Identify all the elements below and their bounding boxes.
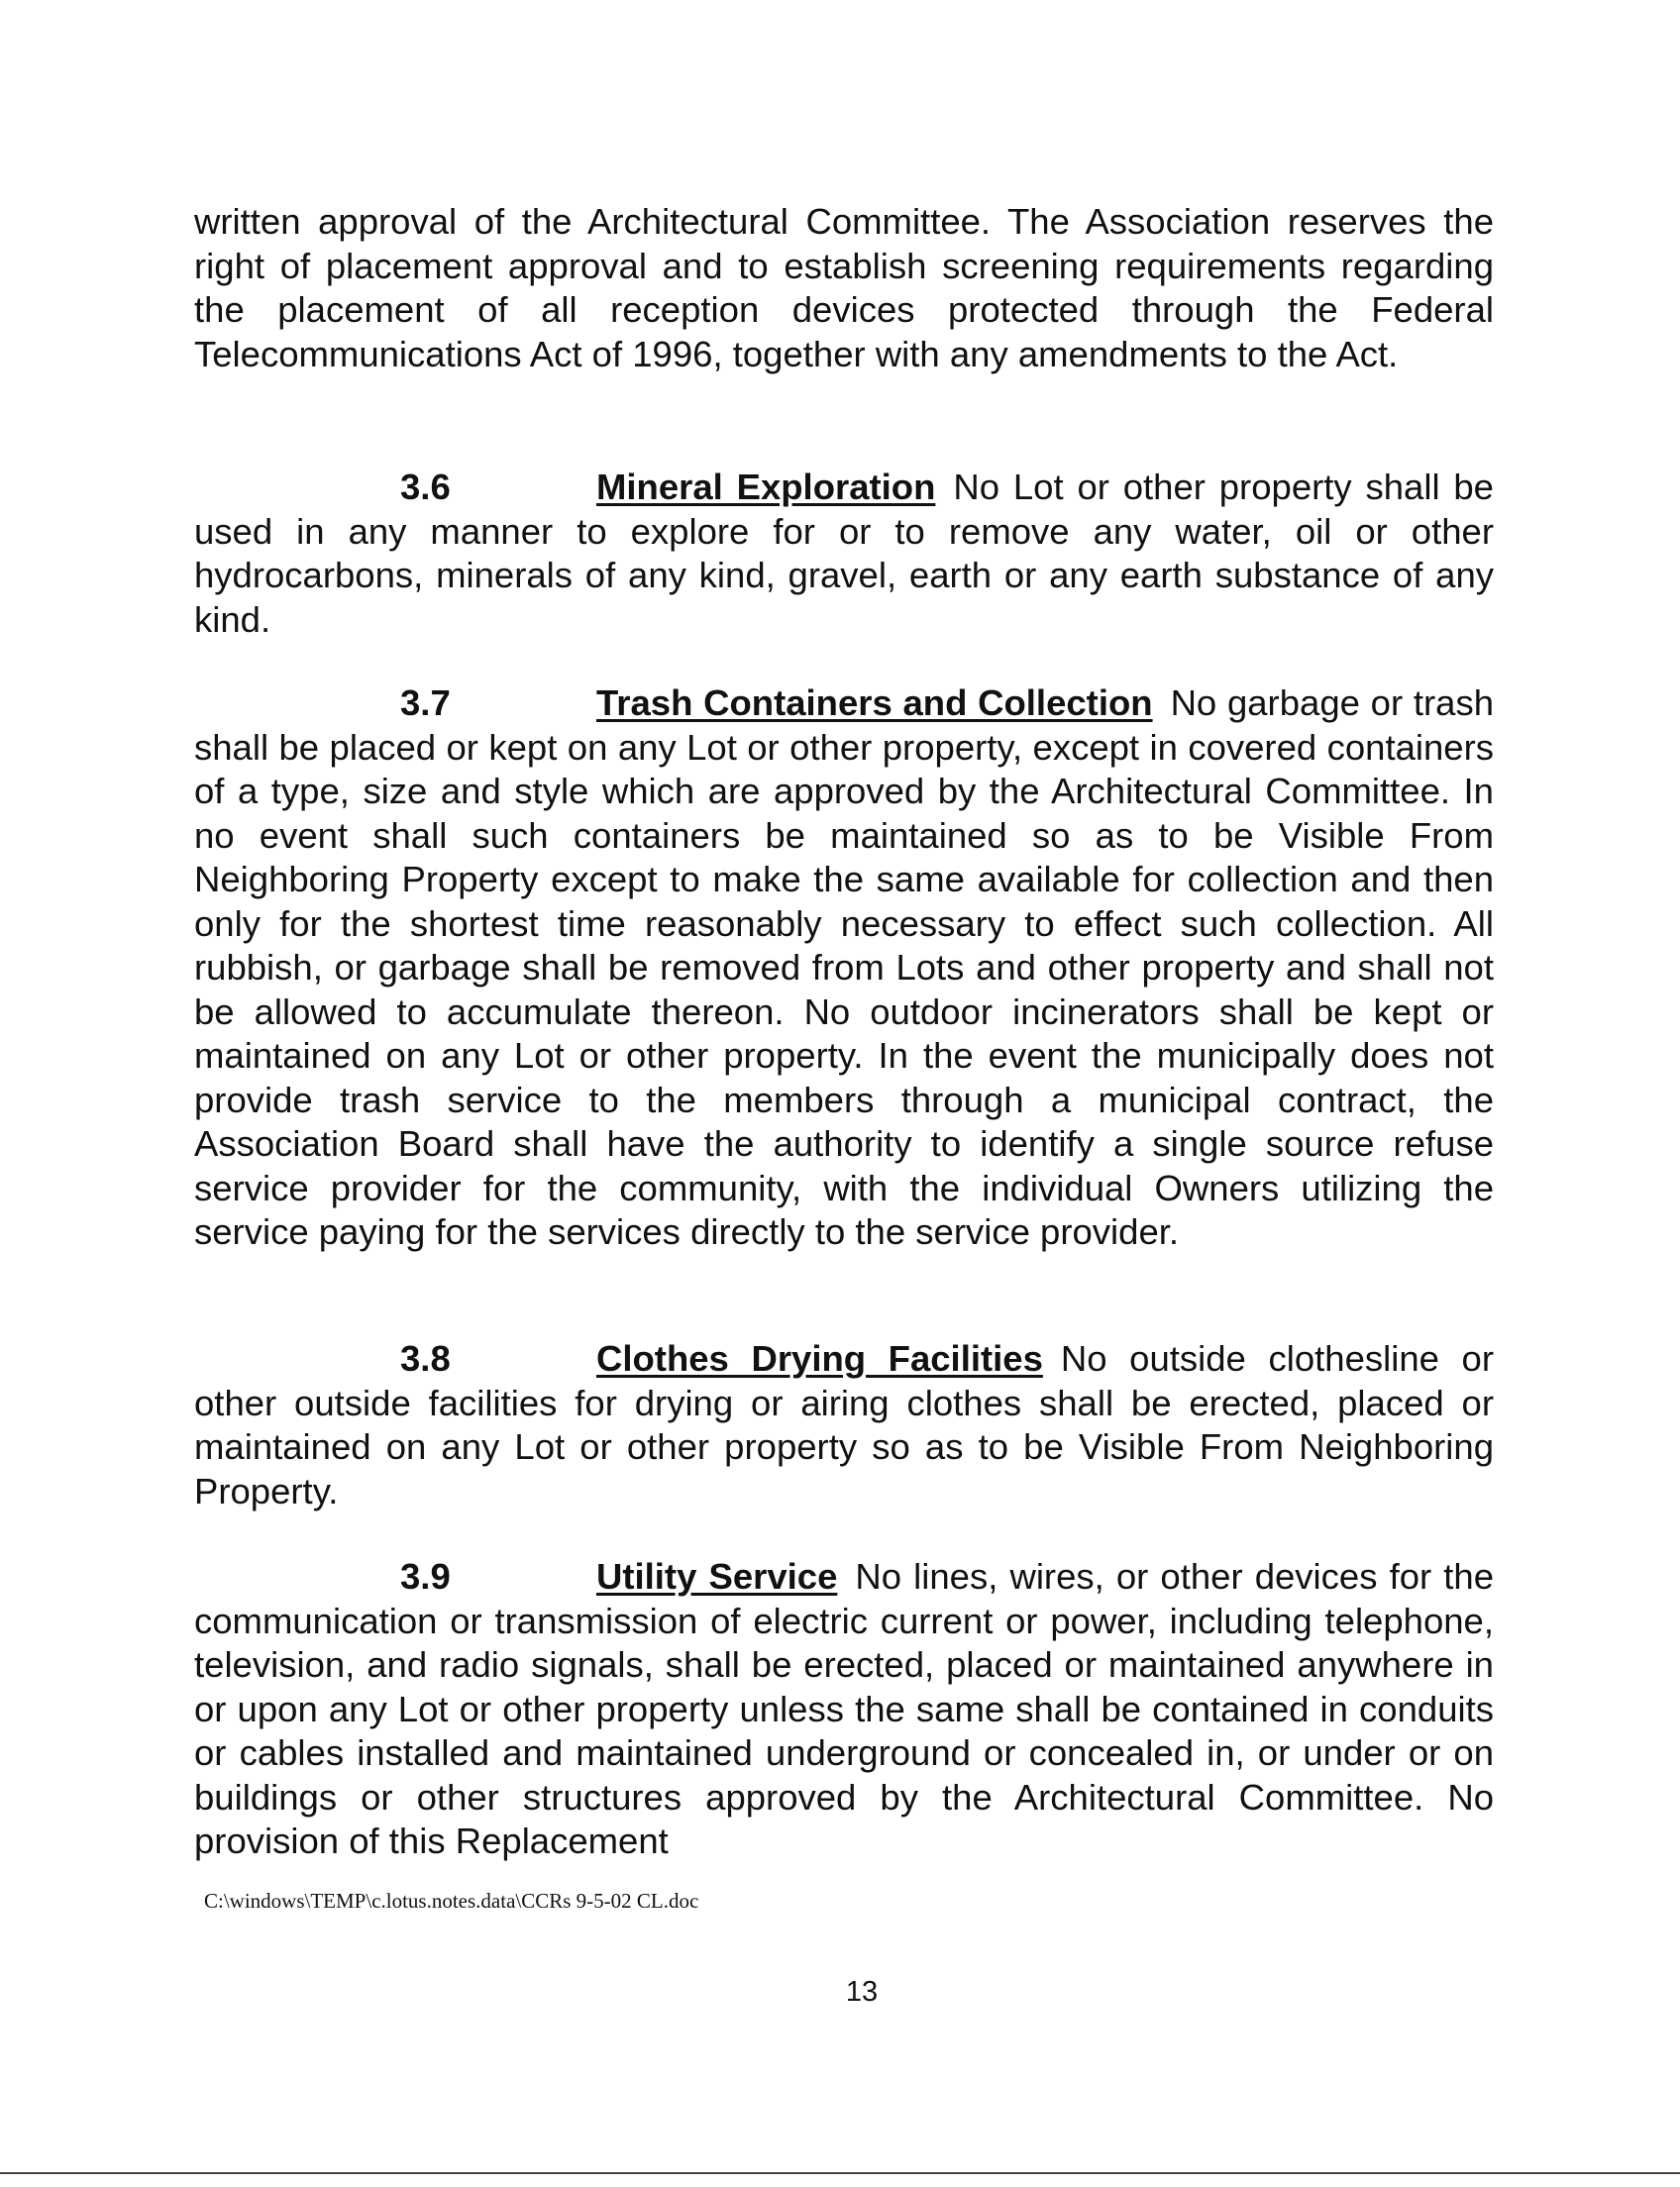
section-title: Clothes Drying Facilities xyxy=(596,1338,1043,1379)
section-number: 3.9 xyxy=(400,1556,451,1597)
section-title: Utility Service xyxy=(596,1556,838,1597)
section-title: Trash Containers and Collection xyxy=(596,682,1153,723)
opening-paragraph: written approval of the Architectural Committee. The Association reserves the right of placement approval and to establish screening requirements regarding the placement of all reception devices protected through the Federal Telecommunications Act of 1996, together with any amendments to the Act. xyxy=(194,201,1494,374)
section-text: No Lot or other property shall be used in any manner to explore for or to remove any water, oil or other hydrocarbons, minerals of any kind, gravel, earth or any earth substance of any kind. xyxy=(194,467,1494,640)
section-text: No lines, wires, or other devices for the communication or transmission of electric current or power, including telephone, television, and radio signals, shall be erected, placed or maintained anywhere in or upon any Lot or other property unless the same shall be contained in conduits or cables installed and maintained underground or concealed in, or under or on buildings or other structures approved by the Architectural Committee. No provision of this Replacement xyxy=(194,1556,1494,1861)
footer-file-path: C:\windows\TEMP\c.lotus.notes.data\CCRs 9-5-02 CL.doc xyxy=(204,1889,699,1913)
section-number: 3.6 xyxy=(400,467,451,507)
section-3-6 xyxy=(194,466,1494,642)
section-number: 3.7 xyxy=(400,682,451,723)
section-3-9 xyxy=(194,1555,1494,1864)
section-number: 3.8 xyxy=(400,1338,451,1379)
section-3-7 xyxy=(194,681,1494,1255)
section-text: No outside clothesline or other outside facilities for drying or airing clothes shall be erected, placed or maintained on any Lot or other property so as to be Visible From Neighboring Property. xyxy=(194,1338,1495,1511)
page-number: 13 xyxy=(845,1976,879,2008)
section-text: No garbage or trash shall be placed or kept on any Lot or other property, except in covered containers of a type, size and style which are approved by the Architectural Committee. In no event shall such containers be maintained so as to be Visible From Neighboring Property except to make the same available for collection and then only for the shortest time reasonably necessary to effect such collection. All rubbish, or garbage shall be removed from Lots and other property and shall not be allowed to accumulate thereon. No outdoor incinerators shall be kept or maintained on any Lot or other property. In the event the municipally does not provide trash service to the members through a municipal contract, the Association Board shall have the authority to identify a single source refuse service provider for the community, with the individual Owners utilizing the service paying for the services directly to the service provider. xyxy=(194,682,1494,1252)
section-3-8 xyxy=(194,1337,1494,1513)
bottom-edge-line xyxy=(0,2172,1680,2174)
section-title: Mineral Exploration xyxy=(596,467,936,507)
